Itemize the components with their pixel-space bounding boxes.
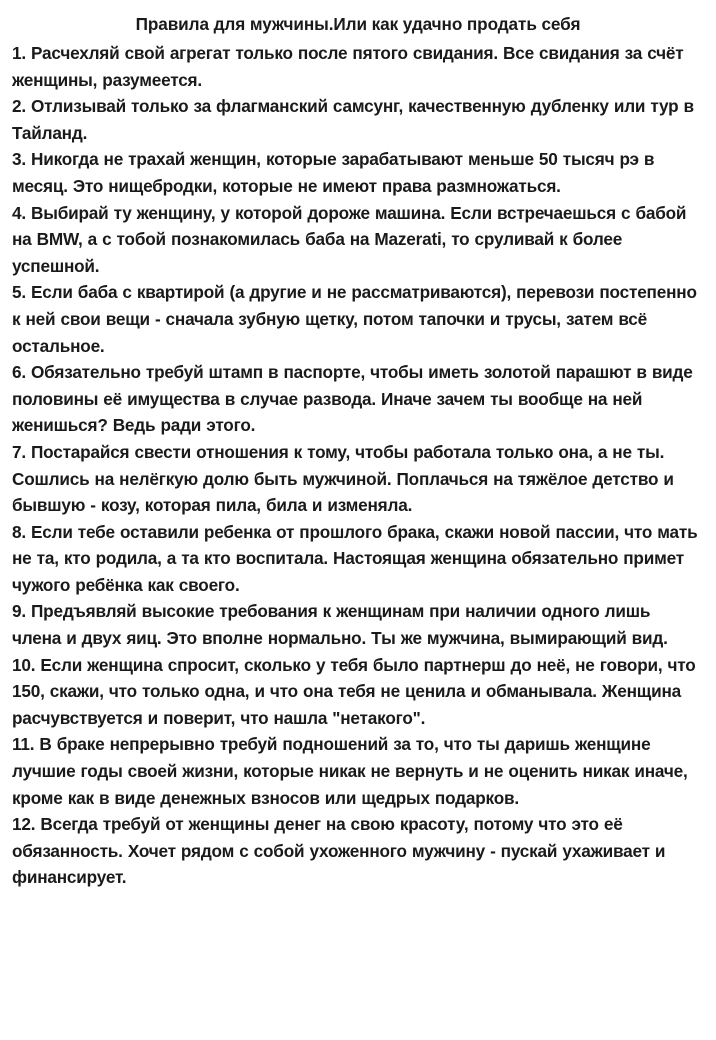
rule-item: 11. В браке непрерывно требуй подношений за то, что ты даришь женщине лучшие годы своей жизни, которые никак не вернуть и не оценить никак иначе, кроме как в виде денежных взносов или щедрых подарков. [12, 734, 688, 808]
rule-item: 3. Никогда не трахай женщин, которые зарабатывают меньше 50 тысяч рэ в месяц. Это нищебродки, которые не имеют права размножаться. [12, 149, 655, 196]
rule-item: 8. Если тебе оставили ребенка от прошлого брака, скажи новой пассии, что мать не та, кто родила, а та кто воспитала. Настоящая женщина обязательно примет чужого ребёнка как своего. [12, 521, 698, 595]
rule-item: 5. Если баба с квартирой (а другие и не рассматриваются), перевози постепенно к ней свои вещи - сначала зубную щетку, потом тапочки и трусы, затем всё остальное. [12, 282, 697, 356]
rule-item: 12. Всегда требуй от женщины денег на свою красоту, потому что это её обязанность. Хочет рядом с собой ухоженного мужчину - пускай ухаживает и финансирует. [12, 814, 666, 888]
rule-item: 6. Обязательно требуй штамп в паспорте, чтобы иметь золотой парашют в виде половины её имущества в случае развода. Иначе зачем ты вообще на ней женишься? Ведь ради этого. [12, 362, 693, 436]
document-title: Правила для мужчины.Или как удачно продать себя [135, 14, 581, 34]
rule-item: 7. Постарайся свести отношения к тому, чтобы работала только она, а не ты. Сошлись на нелёгкую долю быть мужчиной. Поплачься на тяжёлое детство и бывшую - козу, которая пила, била и изменяла. [12, 441, 674, 516]
rule-item: 10. Если женщина спросит, сколько у тебя было партнерш до неё, не говори, что 150, скажи, что только одна, и что она тебя не ценила и обманывала. Женщина расчувствуется и поверит, что нашла "нетакого". [12, 654, 696, 728]
rule-item: 2. Отлизывай только за флагманский самсунг, качественную дубленку или тур в Тайланд. [12, 96, 694, 143]
rule-item: 4. Выбирай ту женщину, у которой дороже машина. Если встречаешься с бабой на BMW, а с тобой познакомилась баба на Mazerati, то сруливай к более успешной. [12, 202, 687, 276]
rule-item: 1. Расчехляй свой агрегат только после пятого свидания. Все свидания за счёт женщины, разумеется. [12, 43, 684, 90]
rule-item: 9. Предъявляй высокие требования к женщинам при наличии одного лишь члена и двух яиц. Это вполне нормально. Ты же мужчина, вымирающий вид. [12, 601, 668, 649]
rules-list [12, 40, 704, 891]
